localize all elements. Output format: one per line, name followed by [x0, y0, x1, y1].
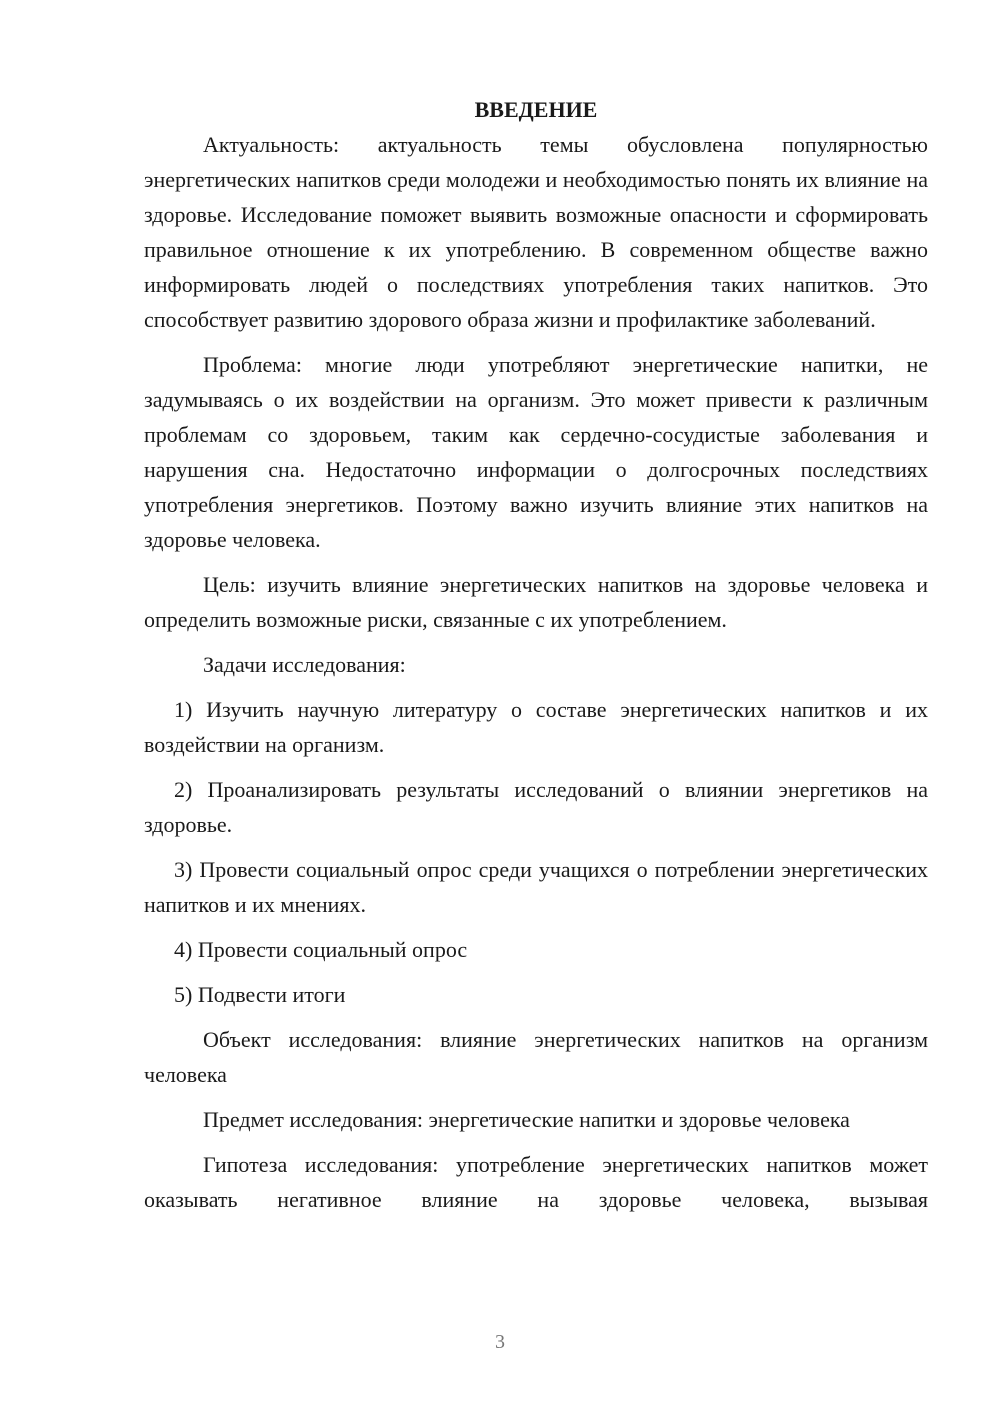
paragraph-goal: Цель: изучить влияние энергетических напитков на здоровье человека и определить возможные риски, связанные с их употреблением.	[144, 572, 928, 632]
paragraph-problem: Проблема: многие люди употребляют энергетические напитки, не задумываясь о их воздействии на организм. Это может привести к различным проблемам со здоровьем, таким как сердечно-сосудистые заболевания и нарушения сна. Недостаточно информации о долгосрочных последствиях употребления энергетиков. Поэтому важно изучить влияние этих напитков на здоровье человека.	[144, 352, 928, 552]
task-item-2: 2) Проанализировать результаты исследований о влиянии энергетиков на здоровье.	[144, 777, 928, 837]
paragraph-subject: Предмет исследования: энергетические напитки и здоровье человека	[203, 1107, 850, 1132]
page-number: 3	[495, 1331, 505, 1353]
paragraph-object: Объект исследования: влияние энергетических напитков на организм человека	[144, 1027, 928, 1087]
task-item-3: 3) Провести социальный опрос среди учащихся о потреблении энергетических напитков и их мнениях.	[144, 857, 928, 917]
paragraph-hypothesis: Гипотеза исследования: употребление энергетических напитков может оказывать негативное влияние на здоровье человека, вызывая	[144, 1152, 928, 1212]
task-item-5: 5) Подвести итоги	[174, 982, 346, 1007]
task-item-1: 1) Изучить научную литературу о составе энергетических напитков и их воздействии на организм.	[144, 697, 928, 757]
document-page	[144, 92, 928, 1217]
paragraph-relevance: Актуальность: актуальность темы обусловлена популярностью энергетических напитков среди молодежи и необходимостью понять их влияние на здоровье. Исследование поможет выявить возможные опасности и сформировать правильное отношение к их употреблению. В современном обществе важно информировать людей о последствиях употребления таких напитков. Это способствует развитию здорового образа жизни и профилактике заболеваний.	[144, 132, 928, 332]
task-item-4: 4) Провести социальный опрос	[174, 937, 468, 962]
section-heading: ВВЕДЕНИЕ	[474, 97, 598, 122]
paragraph-tasks-heading: Задачи исследования:	[203, 652, 406, 677]
